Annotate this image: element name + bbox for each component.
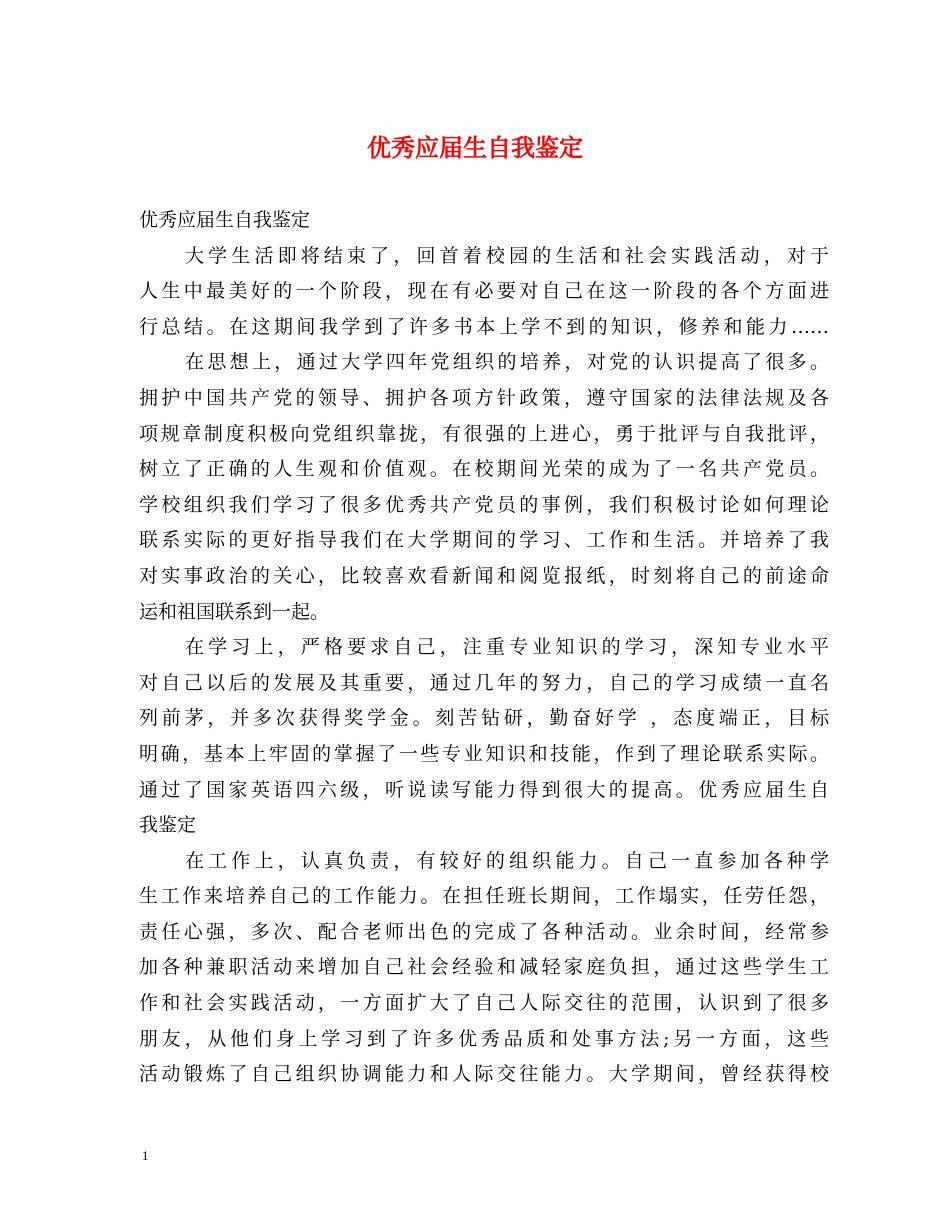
page-number: 1 <box>142 1148 149 1163</box>
body-line: 学校组织我们学习了很多优秀共产党员的事例，我们积极讨论如何理论 <box>139 493 829 516</box>
body-line: 明确，基本上牢固的掌握了一些专业知识和技能，作到了理论联系实际。 <box>139 742 829 765</box>
body-line: 优秀应届生自我鉴定 <box>139 209 311 231</box>
body-line: 对自己以后的发展及其重要，通过几年的努力，自己的学习成绩一直名 <box>139 671 829 694</box>
document-title: 优秀应届生自我鉴定 <box>367 133 583 162</box>
body-line: 拥护中国共产党的领导、拥护各项方针政策，遵守国家的法律法规及各 <box>139 386 829 409</box>
body-line: 加各种兼职活动来增加自己社会经验和减轻家庭负担，通过这些学生工 <box>139 956 829 979</box>
body-line: 大学生活即将结束了，回首着校园的生活和社会实践活动，对于 <box>185 244 829 267</box>
body-line: 在工作上，认真负责，有较好的组织能力。自己一直参加各种学 <box>185 849 829 872</box>
body-line: 生工作来培养自己的工作能力。在担任班长期间，工作塌实，任劳任怨， <box>139 885 829 908</box>
body-line: 在学习上，严格要求自己，注重专业知识的学习，深知专业水平 <box>185 636 829 659</box>
body-line: 项规章制度积极向党组织靠拢，有很强的上进心，勇于批评与自我批评， <box>139 422 829 445</box>
body-line: 作和社会实践活动，一方面扩大了自己人际交往的范围，认识到了很多 <box>139 992 829 1015</box>
body-line: 活动锻炼了自己组织协调能力和人际交往能力。大学期间，曾经获得校 <box>139 1063 829 1086</box>
body-line: 责任心强，多次、配合老师出色的完成了各种活动。业余时间，经常参 <box>139 920 829 943</box>
body-line: 通过了国家英语四六级，听说读写能力得到很大的提高。优秀应届生自 <box>139 778 829 801</box>
body-line: 联系实际的更好指导我们在大学期间的学习、工作和生活。并培养了我 <box>139 529 829 552</box>
body-line: 在思想上，通过大学四年党组织的培养，对党的认识提高了很多。 <box>185 351 829 374</box>
body-line: 我鉴定 <box>139 814 197 837</box>
document-body <box>139 203 829 1093</box>
body-line: 列前茅，并多次获得奖学金。刻苦钻研，勤奋好学 ，态度端正，目标 <box>139 707 829 730</box>
body-line: 行总结。在这期间我学到了许多书本上学不到的知识，修养和能力…… <box>139 315 829 338</box>
body-line: 树立了正确的人生观和价值观。在校期间光荣的成为了一名共产党员。 <box>139 458 829 481</box>
body-line: 对实事政治的关心，比较喜欢看新闻和阅览报纸，时刻将自己的前途命 <box>139 564 829 587</box>
body-line: 运和祖国联系到一起。 <box>139 600 330 623</box>
body-line: 人生中最美好的一个阶段，现在有必要对自己在这一阶段的各个方面进 <box>139 280 829 303</box>
body-line: 朋友，从他们身上学习到了许多优秀品质和处事方法;另一方面，这些 <box>139 1027 829 1050</box>
